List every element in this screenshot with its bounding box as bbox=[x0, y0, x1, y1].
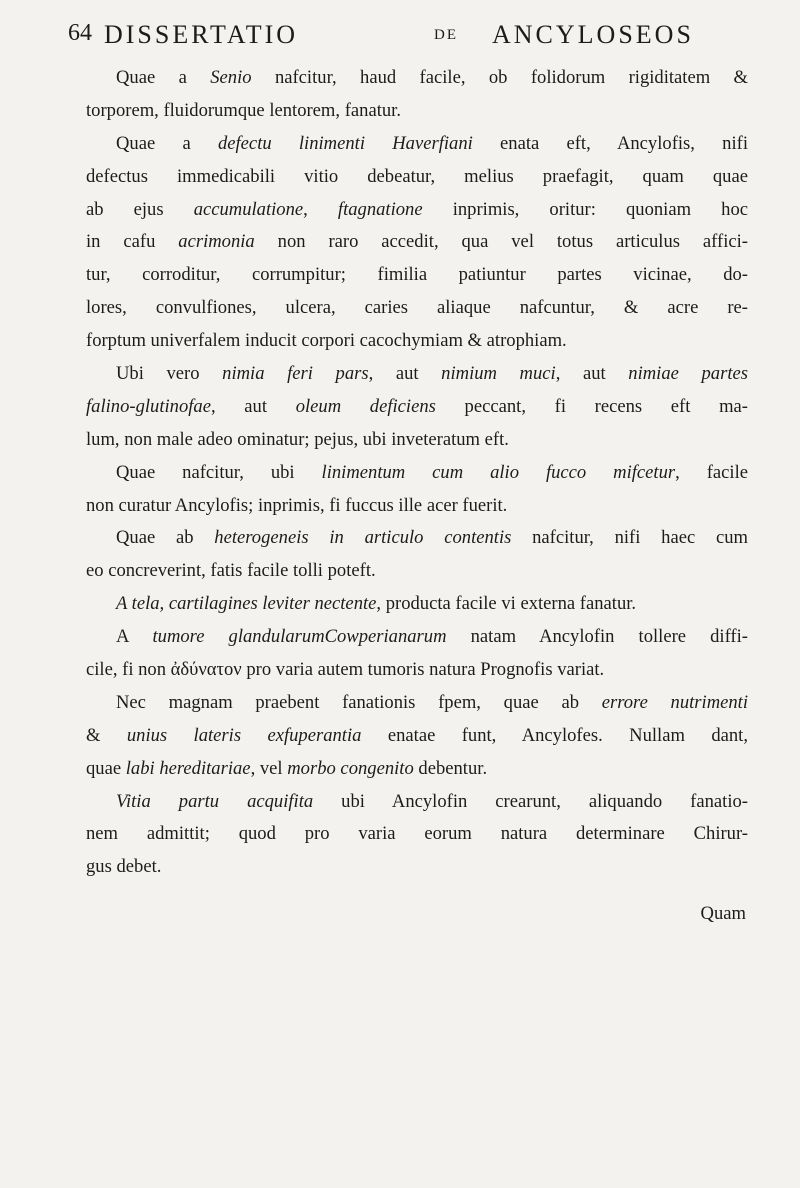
text-segment: Quae nafcitur, ubi bbox=[116, 461, 322, 483]
text-segment: Senio bbox=[210, 67, 252, 88]
text-line bbox=[86, 161, 748, 194]
text-line bbox=[86, 128, 748, 161]
text-line bbox=[86, 424, 748, 457]
text-segment: falino-glutinofae bbox=[86, 395, 211, 417]
text-segment: linimentum cum alio fucco mifcetur bbox=[321, 461, 676, 483]
text-segment: errore nutrimenti bbox=[601, 691, 749, 713]
text-line bbox=[86, 851, 748, 884]
text-line bbox=[86, 621, 748, 654]
text-segment: tumore glandularumCowperianarum bbox=[152, 626, 447, 648]
text-segment: peccant, fi recens eft ma- bbox=[435, 395, 748, 417]
text-segment: inprimis, oritur: quoniam hoc bbox=[422, 198, 748, 220]
text-segment: Quae a bbox=[116, 67, 211, 88]
text-line bbox=[86, 522, 748, 555]
text-segment: acrimonia bbox=[178, 231, 255, 253]
text-segment: eo concreverint, fatis facile tolli poteft. bbox=[86, 560, 376, 582]
text-segment: Quae ab bbox=[116, 527, 215, 549]
paragraph bbox=[86, 358, 748, 457]
paragraph bbox=[86, 62, 748, 128]
text-segment: Nec magnam praebent fanationis fpem, quae ab bbox=[116, 691, 602, 713]
text-segment: ubi Ancylofin crearunt, aliquando fanatio- bbox=[313, 790, 748, 812]
text-segment: , facile bbox=[675, 461, 748, 483]
text-segment: Ubi vero bbox=[116, 363, 223, 385]
header-title-de: DE bbox=[434, 27, 458, 43]
text-segment: A tela, cartilagines leviter nectente bbox=[116, 593, 377, 615]
text-segment: non raro accedit, qua vel totus articulus affici- bbox=[254, 231, 748, 253]
catchword: Quam bbox=[700, 903, 746, 925]
text-segment: A bbox=[116, 626, 153, 648]
text-segment: & bbox=[86, 724, 127, 746]
text-line bbox=[86, 588, 748, 621]
text-segment: ftagnatione bbox=[337, 198, 423, 220]
text-line bbox=[86, 490, 748, 523]
text-segment: tur, corroditur, corrumpitur; fimilia patiuntur partes vicinae, do- bbox=[86, 264, 748, 286]
paragraph bbox=[86, 786, 748, 885]
text-segment: defectu linimenti Haverfiani bbox=[217, 132, 473, 154]
text-line bbox=[86, 62, 748, 95]
paragraph bbox=[86, 522, 748, 588]
header-title-left: DISSERTATIO bbox=[104, 20, 299, 49]
text-segment: Vitia partu acquifita bbox=[116, 790, 314, 812]
text-line bbox=[86, 654, 748, 687]
page-number: 64 bbox=[68, 20, 92, 46]
text-segment: nimiae partes bbox=[628, 363, 748, 385]
text-segment: oleum deficiens bbox=[295, 395, 436, 417]
text-segment: forptum univerfalem inducit corpori cacochymiam & atrophiam. bbox=[86, 330, 567, 352]
text-segment: unius lateris exfuperantia bbox=[126, 724, 362, 746]
text-line bbox=[86, 226, 748, 259]
text-segment: lores, convulfiones, ulcera, caries aliaque nafcuntur, & acre re- bbox=[86, 297, 748, 319]
text-segment: non curatur Ancylofis; inprimis, fi fuccus ille acer fuerit. bbox=[86, 494, 508, 516]
text-line bbox=[86, 786, 748, 819]
text-segment: defectus immedicabili vitio debeatur, melius praefagit, quam quae bbox=[86, 165, 748, 187]
text-segment: torporem, fluidorumque lentorem, fanatur. bbox=[86, 99, 401, 121]
paragraph bbox=[86, 457, 748, 523]
running-header bbox=[68, 14, 748, 54]
text-segment: gus debet. bbox=[86, 856, 162, 878]
text-segment: nafcitur, nifi haec cum bbox=[511, 527, 748, 549]
text-line bbox=[86, 457, 748, 490]
text-line bbox=[86, 259, 748, 292]
text-segment: natam Ancylofin tollere diffi- bbox=[446, 626, 748, 648]
text-line bbox=[86, 325, 748, 358]
text-line bbox=[86, 95, 748, 128]
text-segment: enatae funt, Ancylofes. Nullam dant, bbox=[361, 724, 748, 746]
text-segment: in cafu bbox=[86, 231, 179, 253]
text-segment: ab ejus bbox=[86, 198, 194, 220]
paragraph bbox=[86, 588, 748, 621]
text-segment: , aut bbox=[368, 363, 442, 385]
text-segment: enata eft, Ancylofis, nifi bbox=[472, 132, 748, 154]
text-segment: , vel bbox=[250, 757, 288, 779]
text-line bbox=[86, 358, 748, 391]
text-line bbox=[86, 687, 748, 720]
text-segment: nafcitur, haud facile, ob folidorum rigiditatem & bbox=[251, 67, 749, 88]
text-segment: , aut bbox=[555, 363, 629, 385]
text-line bbox=[86, 818, 748, 851]
paragraph bbox=[86, 128, 748, 358]
text-segment: accumulatione bbox=[193, 198, 304, 220]
text-segment: , bbox=[303, 198, 338, 220]
text-segment: cile, fi non ἀδύνατον pro varia autem tumoris natura Prognofis variat. bbox=[86, 659, 605, 681]
text-line bbox=[86, 720, 748, 753]
body-text bbox=[86, 62, 748, 931]
text-segment: labi hereditariae bbox=[125, 757, 251, 779]
text-line bbox=[86, 391, 748, 424]
text-segment: , aut bbox=[210, 395, 296, 417]
text-segment: Quae a bbox=[116, 132, 218, 154]
paragraph bbox=[86, 687, 748, 786]
paragraph bbox=[86, 621, 748, 687]
text-segment: debentur. bbox=[413, 757, 488, 779]
text-segment: nimium muci bbox=[441, 363, 556, 385]
text-segment: morbo congenito bbox=[287, 757, 414, 779]
text-line bbox=[86, 555, 748, 588]
text-segment: nimia feri pars bbox=[222, 363, 369, 385]
text-segment: nem admittit; quod pro varia eorum natura determinare Chirur- bbox=[86, 823, 748, 845]
header-title-right: ANCYLOSEOS bbox=[492, 20, 694, 49]
text-segment: lum, non male adeo ominatur; pejus, ubi inveteratum eft. bbox=[86, 428, 509, 450]
text-line bbox=[86, 292, 748, 325]
text-segment: quae bbox=[86, 757, 126, 779]
text-line bbox=[86, 753, 748, 786]
text-segment: , producta facile vi externa fanatur. bbox=[376, 593, 637, 615]
text-line bbox=[86, 194, 748, 227]
text-segment: heterogeneis in articulo contentis bbox=[214, 527, 512, 549]
